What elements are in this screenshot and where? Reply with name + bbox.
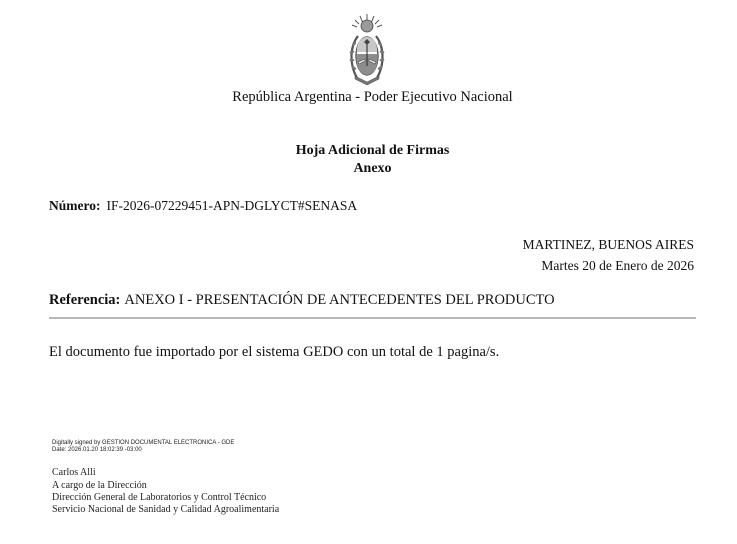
digital-signature-line: Digitally signed by GESTION DOCUMENTAL ELECTRONICA - GDE <box>52 440 235 446</box>
document-number <box>49 198 357 214</box>
signer-role: A cargo de la Dirección <box>52 480 147 491</box>
document-subtitle: Anexo <box>353 161 392 176</box>
national-coat-of-arms-icon <box>346 12 388 88</box>
document-number-value: IF-2026-07229451-APN-DGLYCT#SENASA <box>106 198 358 213</box>
reference-value: ANEXO I - PRESENTACIÓN DE ANTECEDENTES DEL PRODUCTO <box>124 292 555 308</box>
issuer-heading: República Argentina - Poder Ejecutivo Nacional <box>232 89 513 105</box>
document-date: Martes 20 de Enero de 2026 <box>541 258 694 273</box>
document-reference <box>49 292 555 309</box>
document-number-label: Número: <box>49 198 101 213</box>
signer-organization: Servicio Nacional de Sanidad y Calidad Agroalimentaria <box>52 504 280 515</box>
signer-name: Carlos Alli <box>52 467 96 478</box>
document-body: El documento fue importado por el sistema GEDO con un total de 1 pagina/s. <box>49 344 500 360</box>
signature-date-line: Date: 2026.01.20 18:02:39 -03:00 <box>52 447 142 453</box>
reference-label: Referencia: <box>49 292 121 308</box>
document-place: MARTINEZ, BUENOS AIRES <box>522 237 694 252</box>
signer-division: Dirección General de Laboratorios y Control Técnico <box>52 492 267 503</box>
section-divider <box>49 317 696 319</box>
document-title: Hoja Adicional de Firmas <box>295 143 450 158</box>
